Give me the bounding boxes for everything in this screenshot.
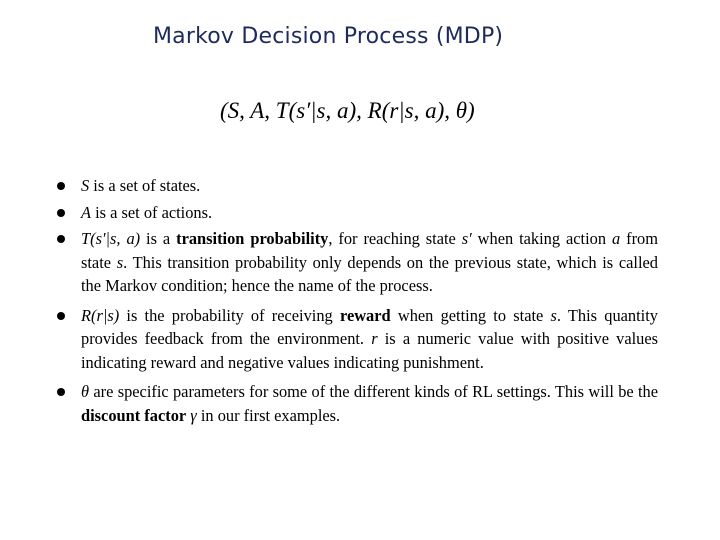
list-item bbox=[54, 174, 658, 198]
list-item bbox=[54, 380, 658, 427]
item-text: when taking action bbox=[471, 229, 612, 248]
math-symbol: S bbox=[81, 176, 90, 195]
list-item bbox=[54, 304, 658, 375]
item-text: . This transition probability only depends on the previous state, which is called the Markov condition; hence the name of the process. bbox=[81, 252, 658, 295]
math-symbol: θ bbox=[81, 382, 90, 401]
item-text: from state bbox=[81, 229, 658, 272]
item-text: is a numeric value with positive values indicating reward and negative values indicating punishment. bbox=[81, 329, 658, 372]
item-text: in our first examples. bbox=[196, 405, 341, 425]
item-text: , for reaching state bbox=[328, 229, 462, 248]
item-text: . This quantity provides feedback from the environment. bbox=[81, 305, 658, 348]
item-text: is a bbox=[140, 229, 177, 248]
item-text: is the probability of receiving bbox=[119, 305, 340, 325]
math-symbol: s bbox=[550, 305, 557, 325]
math-symbol: R(r|s) bbox=[81, 305, 120, 325]
bold-term: discount factor bbox=[81, 405, 187, 425]
item-text: are specific parameters for some of the different kinds of RL settings. This will be the bbox=[89, 382, 658, 401]
math-symbol: r bbox=[371, 329, 378, 348]
item-text: is a set of states. bbox=[89, 176, 201, 195]
mdp-tuple: (S, A, T(s′|s, a), R(r|s, a), θ) bbox=[220, 98, 475, 123]
math-symbol: A bbox=[81, 202, 92, 222]
math-symbol: T(s′|s, a) bbox=[81, 229, 141, 248]
item-text: when getting to state bbox=[390, 305, 551, 325]
bold-term: reward bbox=[339, 305, 391, 325]
math-symbol: s bbox=[116, 252, 124, 272]
bold-term: transition probability bbox=[176, 229, 329, 248]
list-item bbox=[54, 227, 658, 298]
math-symbol: s′ bbox=[461, 229, 472, 248]
definition-list bbox=[54, 174, 658, 433]
math-symbol: a bbox=[611, 229, 621, 248]
slide-title: Markov Decision Process (MDP) bbox=[153, 24, 504, 49]
math-symbol: γ bbox=[190, 405, 197, 425]
item-text: is a set of actions. bbox=[91, 202, 213, 222]
list-item bbox=[54, 201, 658, 225]
